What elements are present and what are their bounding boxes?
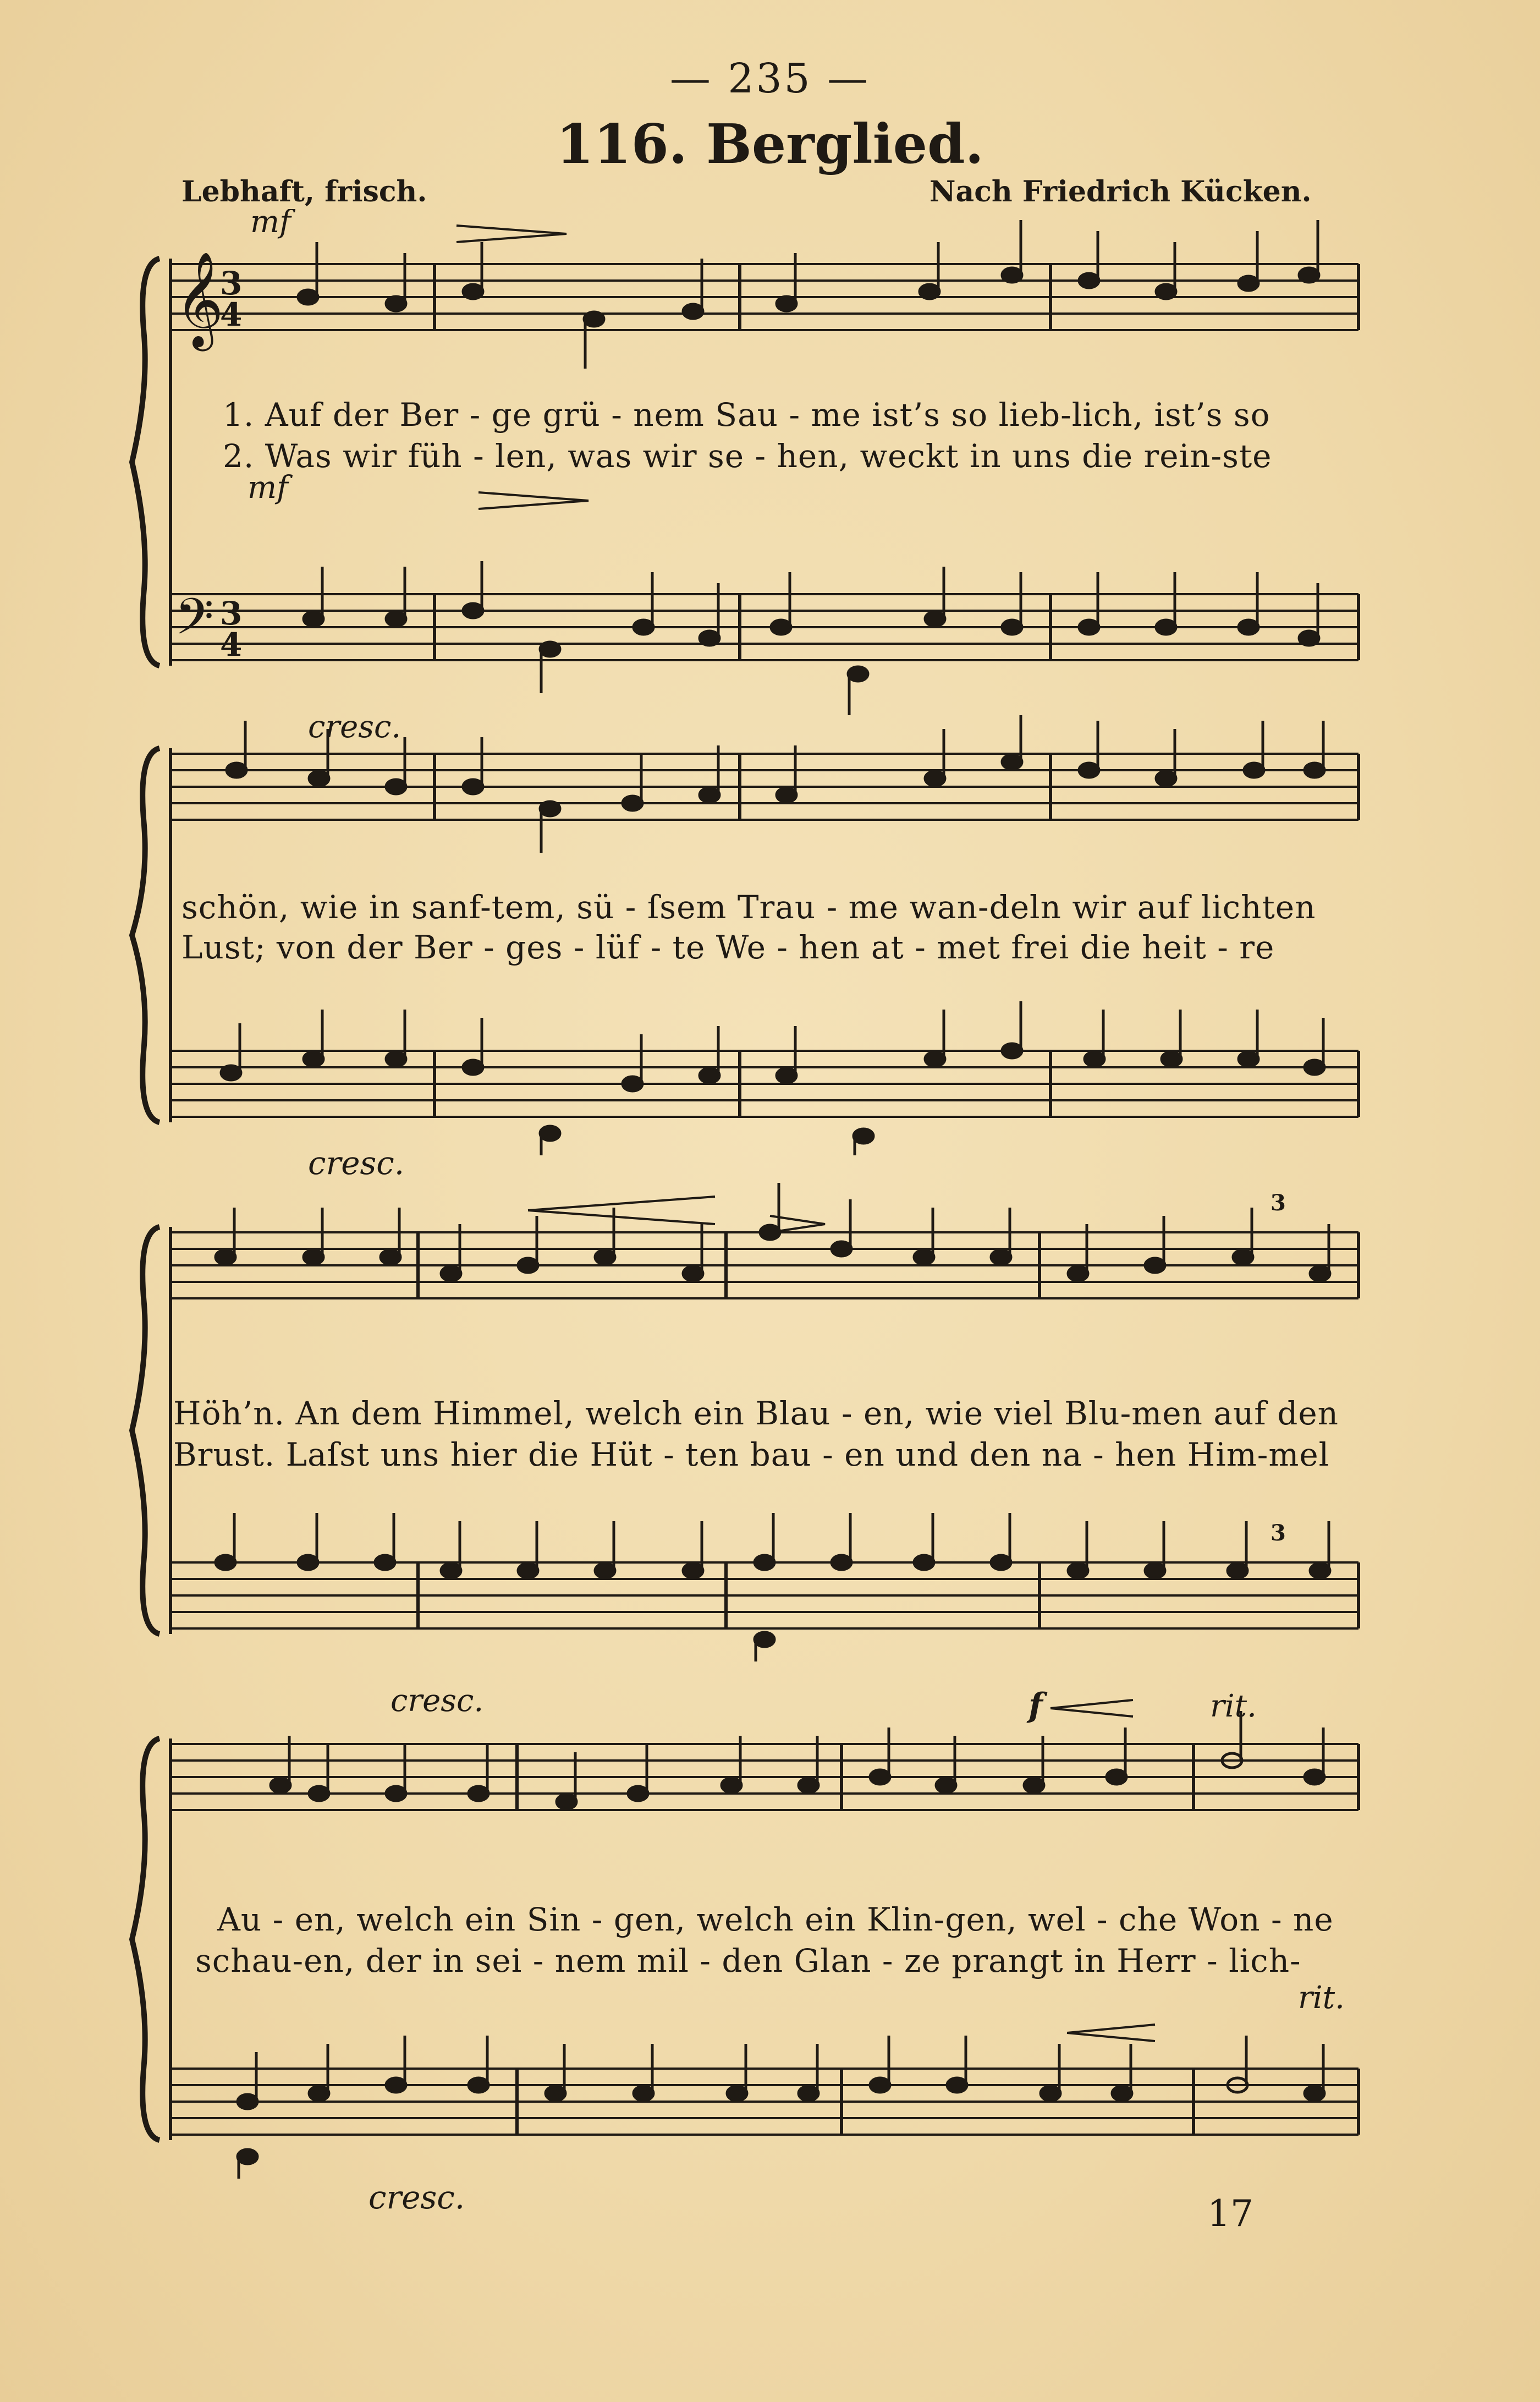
rit-upper: rit.: [1210, 1688, 1257, 1724]
cresc-upper-4: cresc.: [391, 1683, 484, 1719]
svg-text:mf: mf: [248, 470, 288, 506]
svg-text:mf: mf: [250, 209, 291, 240]
tempo-marking: Lebhaft, frisch.: [182, 175, 427, 209]
rit-lower: rit.: [1298, 1980, 1345, 2016]
verse2-line-4: schau-en, der in sei - nem mil - den Glan - ze prangt in Herr - lich-: [195, 1942, 1301, 1979]
svg-text:𝄞: 𝄞: [175, 251, 224, 347]
song-title: [0, 113, 1540, 176]
verse1-line-2: schön, wie in sanf-tem, sü - ſsem Trau - me wan-deln wir auf lichten: [182, 889, 1316, 926]
svg-text:3: 3: [1270, 1190, 1286, 1216]
verse2-line-3: Brust. Laſst uns hier die Hüt - ten bau - en und den na - hen Him-mel: [173, 1436, 1330, 1473]
cresc-upper-2: cresc.: [308, 715, 402, 745]
svg-text:3: 3: [220, 595, 243, 632]
svg-text:4: 4: [220, 626, 243, 663]
svg-text:4: 4: [220, 296, 243, 333]
composer-credit: Nach Friedrich Kücken.: [930, 175, 1312, 209]
song-name: Berglied.: [706, 113, 984, 176]
signature-mark: 17: [1207, 2192, 1253, 2235]
verse1-line-3: Höh’n. An dem Himmel, welch ein Blau - en, wie viel Blu-men auf den: [173, 1395, 1339, 1432]
verse2-line-2: Lust; von der Ber - ges - lüf - te We - hen at - met frei die heit - re: [182, 929, 1275, 966]
verse1-line-1: 1. Auf der Ber - ge grü - nem Sau - me ist’s so lieb-lich, ist’s so: [223, 396, 1270, 434]
page-number: — 235 —: [669, 55, 871, 102]
forte: f: [1028, 1686, 1043, 1725]
verse2-line-1: 2. Was wir füh - len, was wir se - hen, weckt in uns die rein-ste: [223, 437, 1272, 475]
svg-text:𝄢: 𝄢: [175, 588, 214, 658]
song-number: 116.: [556, 113, 688, 176]
verse1-line-4: Au - en, welch ein Sin - gen, welch ein Klin-gen, wel - che Won - ne: [217, 1901, 1334, 1938]
svg-text:3: 3: [220, 265, 243, 302]
svg-text:3: 3: [1270, 1520, 1286, 1546]
cresc-lower-4: cresc.: [369, 2179, 465, 2216]
cresc-lower-2: cresc.: [308, 1144, 405, 1182]
